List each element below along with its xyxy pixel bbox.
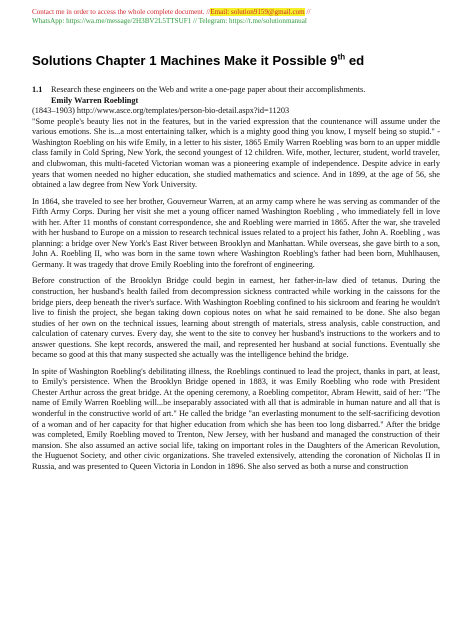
question	[32, 85, 440, 96]
page-title	[32, 53, 440, 69]
link-separator: //	[191, 17, 199, 25]
telegram-link[interactable]: Telegram: https://t.me/solutionmanual	[198, 17, 307, 25]
title-text: Solutions Chapter 1 Machines Make it Possible 9	[32, 53, 338, 68]
question-text: Research these engineers on the Web and write a one-page paper about their accomplishments.	[51, 85, 366, 94]
contact-prefix: Contact me in order to access the whole complete document. //	[32, 8, 211, 16]
paragraph-2: In 1864, she traveled to see her brother, Gouverneur Warren, at an army camp where he was serving as commander of the Fifth Army Corps. During her visit she met a young officer named Washington Roebling , who immediately fell in love with her. After 11 months of constant correspondence, she and Roebling were married in 1865. After the war, she traveled with her husband to Europe on a mission to research technical issues related to a project his father, John A. Roebling , was planning: a bridge over New York's East River between Brooklyn and Manhattan. While overseas, she gave birth to a son, John A. Roebling II, who was born in the same town where Washington Roebling's father had been born, Muhlhausen, Germany. It was tragedy that drove Emily Roebling into the forefront of engineering.	[32, 196, 440, 269]
question-number: 1.1	[32, 85, 43, 94]
contact-line	[32, 8, 440, 17]
subject-heading: Emily Warren Roeblingt	[51, 95, 139, 105]
paragraph-1: "Some people's beauty lies not in the features, but in the varied expression that the countenance will assume under the various emotions. She is...a most entertaining talker, which is a mighty good thing you know, I myself being so stupid." - Washington Roebling on his wife Emily, in a letter to his sister, 1865 Emily Warren Roebling was born to an upper middle class family in Cold Spring, New York, the second youngest of 12 children. Wife, mother, lecturer, student, world traveler, and clubwoman, this multi-faceted Victorian woman was a pioneering example of independence. Despite advice in early years that women needed no higher education, she studied mathematics and science. And in 1899, at the age of 56, she obtained a law degree from New York University.	[32, 116, 440, 190]
title-superscript: th	[337, 52, 346, 62]
title-suffix: ed	[345, 53, 365, 68]
paragraph-4: In spite of Washington Roebling's debilitating illness, the Roeblings continued to lead the project, thanks in part, at least, to Emily's persistence. When the Brooklyn Bridge opened in 1883, it was Emily Roebling who rode with President Chester Arthur across the great bridge. At the opening ceremony, a Roebling competitor, Abram Hewitt, said of her: "The name of Emily Warren Roebling will...be inseparably associated with all that is admirable in human nature and all that is wonderful in the constructive world of art." He called the bridge "an everlasting monument to the self-sacrificing devotion of a woman and of her capacity for that higher education from which she has been too long disbarred." After the bridge was completed, Emily Roebling moved to Trenton, New Jersey, with her husband and managed the construction of their mansion. She also assumed an active social life, taking on important roles in the Daughters of the American Revolution, the Huguenot Society, and other civic organizations. She traveled extensively, attending the coronation of Nicholas II in Russia, and was presented to Queen Victoria in London in 1896. She also served as both a nurse and construction	[32, 366, 440, 471]
messaging-line	[32, 17, 440, 26]
contact-email-link[interactable]: Email: solution9159@gmail.com	[210, 8, 305, 16]
contact-suffix: //	[304, 8, 311, 16]
source-line: (1843–1903) http://www.asce.org/templates/person-bio-detail.aspx?id=11203	[32, 106, 290, 116]
whatsapp-link[interactable]: WhatsApp: https://wa.me/message/2H3BV2L5TTSUF1	[32, 17, 192, 25]
paragraph-3: Before construction of the Brooklyn Bridge could begin in earnest, her father-in-law died of tetanus. During the construction, her husband's health failed from decompression sickness contracted while working in the caissons for the bridge piers, deep beneath the river's surface. With Washington Roebling confined to his sickroom and fearing he wouldn't live to finish the project, she began taking down copious notes on what he said remained to be done. She also began studies of her own on the technical issues, learning about strength of materials, stress analysis, cable construction, and calculation of catenary curves. Every day, she went to the site to convey her husband's instructions to the workers and to answer questions. She kept records, answered the mail, and represented her husband at social functions. Eventually she became so good at this that many suspected she actually was the intelligence behind the bridge.	[32, 276, 440, 360]
